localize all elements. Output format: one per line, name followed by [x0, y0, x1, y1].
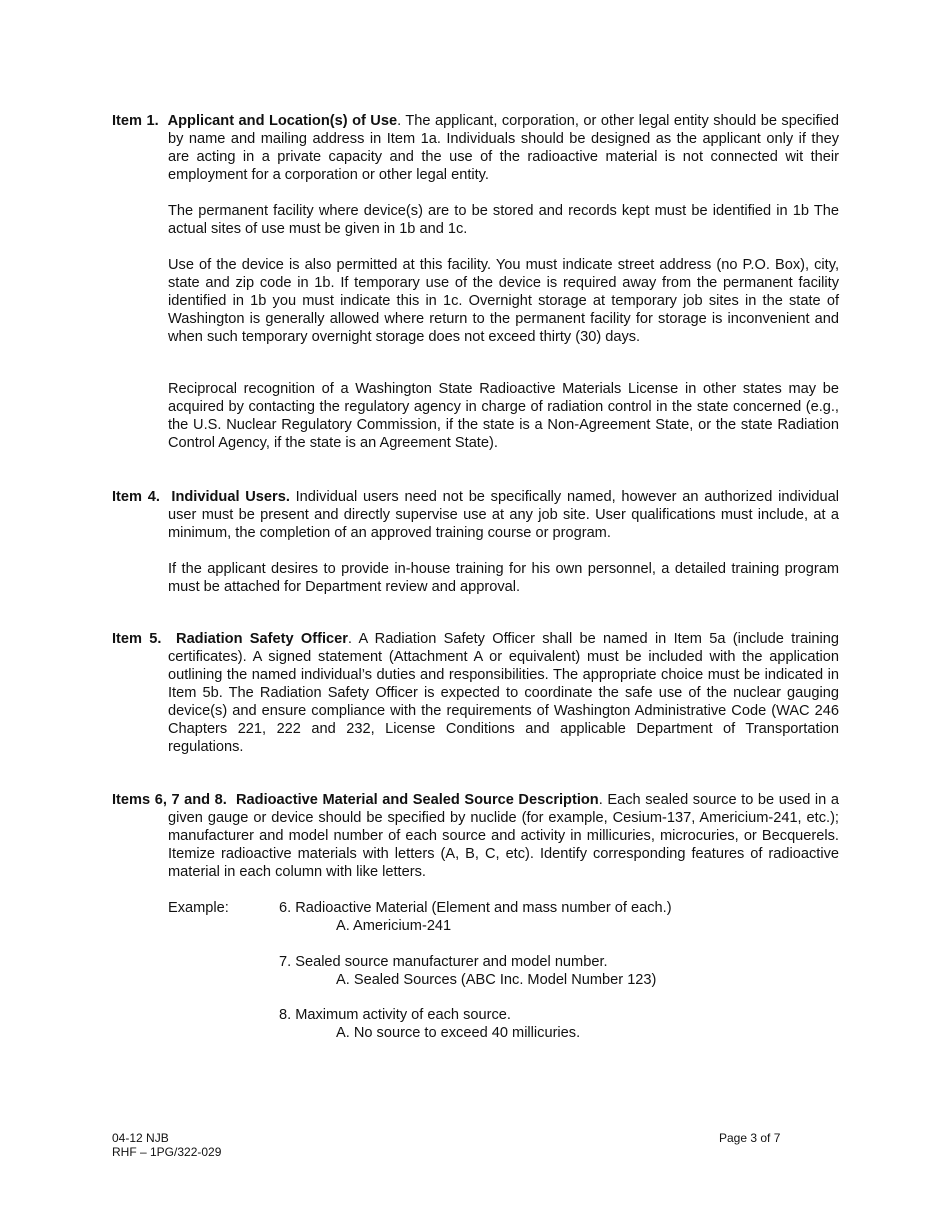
- item-5-heading: Radiation Safety Officer: [176, 631, 348, 647]
- item-4-paragraph: [112, 488, 839, 542]
- item-5-paragraph: [112, 630, 839, 756]
- item-5: [112, 630, 839, 756]
- items-6-7-8-paragraph: [112, 791, 839, 881]
- items-6-7-8-heading: Radioactive Material and Sealed Source Description: [236, 792, 599, 808]
- example-line-6a: A. Americium-241: [336, 918, 452, 934]
- item-4-text: Individual users need not be specifically named, however an authorized individual user must be present and directly supervise use at any job site. User qualifications must include, at a minimum, the completion of an approved training course or program.: [168, 489, 839, 541]
- example-line-7: 7. Sealed source manufacturer and model number.: [279, 954, 608, 970]
- example-line-7a: A. Sealed Sources (ABC Inc. Model Number 123): [336, 972, 657, 988]
- item-4: [112, 488, 839, 542]
- item-1-paragraph: [112, 112, 839, 184]
- item-1-text: . The applicant, corporation, or other legal entity should be specified by name and mailing address in Item 1a. Individuals should be designed as the applicant only if they are acting in a private capacity and the use of the radioactive material is not connected wit their employment for a corporation or other legal entity.: [168, 113, 840, 183]
- item-4-label: Item 4.: [112, 489, 160, 505]
- item-1-paragraph-3: Use of the device is also permitted at this facility. You must indicate street address (no P.O. Box), city, state and zip code in 1b. If temporary use of the device is required away from the permanent facility identified in 1b you must indicate this in 1c. Overnight storage at temporary job sites in the state of Washington is generally allowed where return to the permanent facility for storage is inconvenient and when such temporary overnight storage does not exceed thirty (30) days.: [168, 257, 839, 345]
- items-6-7-8-text: . Each sealed source to be used in a given gauge or device should be specified by nuclide (for example, Cesium-137, Americium-241, etc.); manufacturer and model number of each source and activity in millicuries, microcuries, or Becquerels. Itemize radioactive materials with letters (A, B, C, etc). Identify corresponding features of radioactive material in each column with like letters.: [168, 792, 839, 880]
- example-line-8a: A. No source to exceed 40 millicuries.: [336, 1025, 581, 1041]
- example-label: Example:: [168, 900, 229, 916]
- items-6-7-8: [112, 791, 839, 881]
- footer-form-code: RHF – 1PG/322-029: [112, 1145, 222, 1159]
- item-1-heading: Applicant and Location(s) of Use: [167, 113, 398, 129]
- item-4-paragraph-2: If the applicant desires to provide in-house training for his own personnel, a detailed training program must be attached for Department review and approval.: [168, 561, 839, 595]
- item-4-heading: Individual Users.: [171, 489, 290, 505]
- footer-page-number: Page 3 of 7: [719, 1131, 781, 1145]
- item-1: [112, 112, 839, 184]
- example-line-8: 8. Maximum activity of each source.: [279, 1007, 511, 1023]
- item-1-paragraph-2: The permanent facility where device(s) are to be stored and records kept must be identified in 1b The actual sites of use must be given in 1b and 1c.: [168, 203, 839, 237]
- item-5-label: Item 5.: [112, 631, 162, 647]
- item-5-text: . A Radiation Safety Officer shall be named in Item 5a (include training certificates). A signed statement (Attachment A or equivalent) must be included with the application outlining the named individual’s duties and responsibilities. The appropriate choice must be indicated in Item 5b. The Radiation Safety Officer is expected to coordinate the safe use of the nuclear gauging device(s) and ensure compliance with the requirements of Washington Administrative Code (WAC 246 Chapters 221, 222 and 232, License Conditions and applicable Department of Transportation regulations.: [168, 631, 840, 755]
- item-1-label: Item 1.: [112, 113, 159, 129]
- example-line-6: 6. Radioactive Material (Element and mass number of each.): [279, 900, 672, 916]
- footer-date-code: 04-12 NJB: [112, 1131, 169, 1145]
- items-6-7-8-label: Items 6, 7 and 8.: [112, 792, 227, 808]
- item-1-paragraph-4: Reciprocal recognition of a Washington State Radioactive Materials License in other states may be acquired by contacting the regulatory agency in charge of radiation control in the state concerned (e.g., the U.S. Nuclear Regulatory Commission, if the state is a Non-Agreement State, or the state Radiation Control Agency, if the state is an Agreement State).: [168, 381, 839, 451]
